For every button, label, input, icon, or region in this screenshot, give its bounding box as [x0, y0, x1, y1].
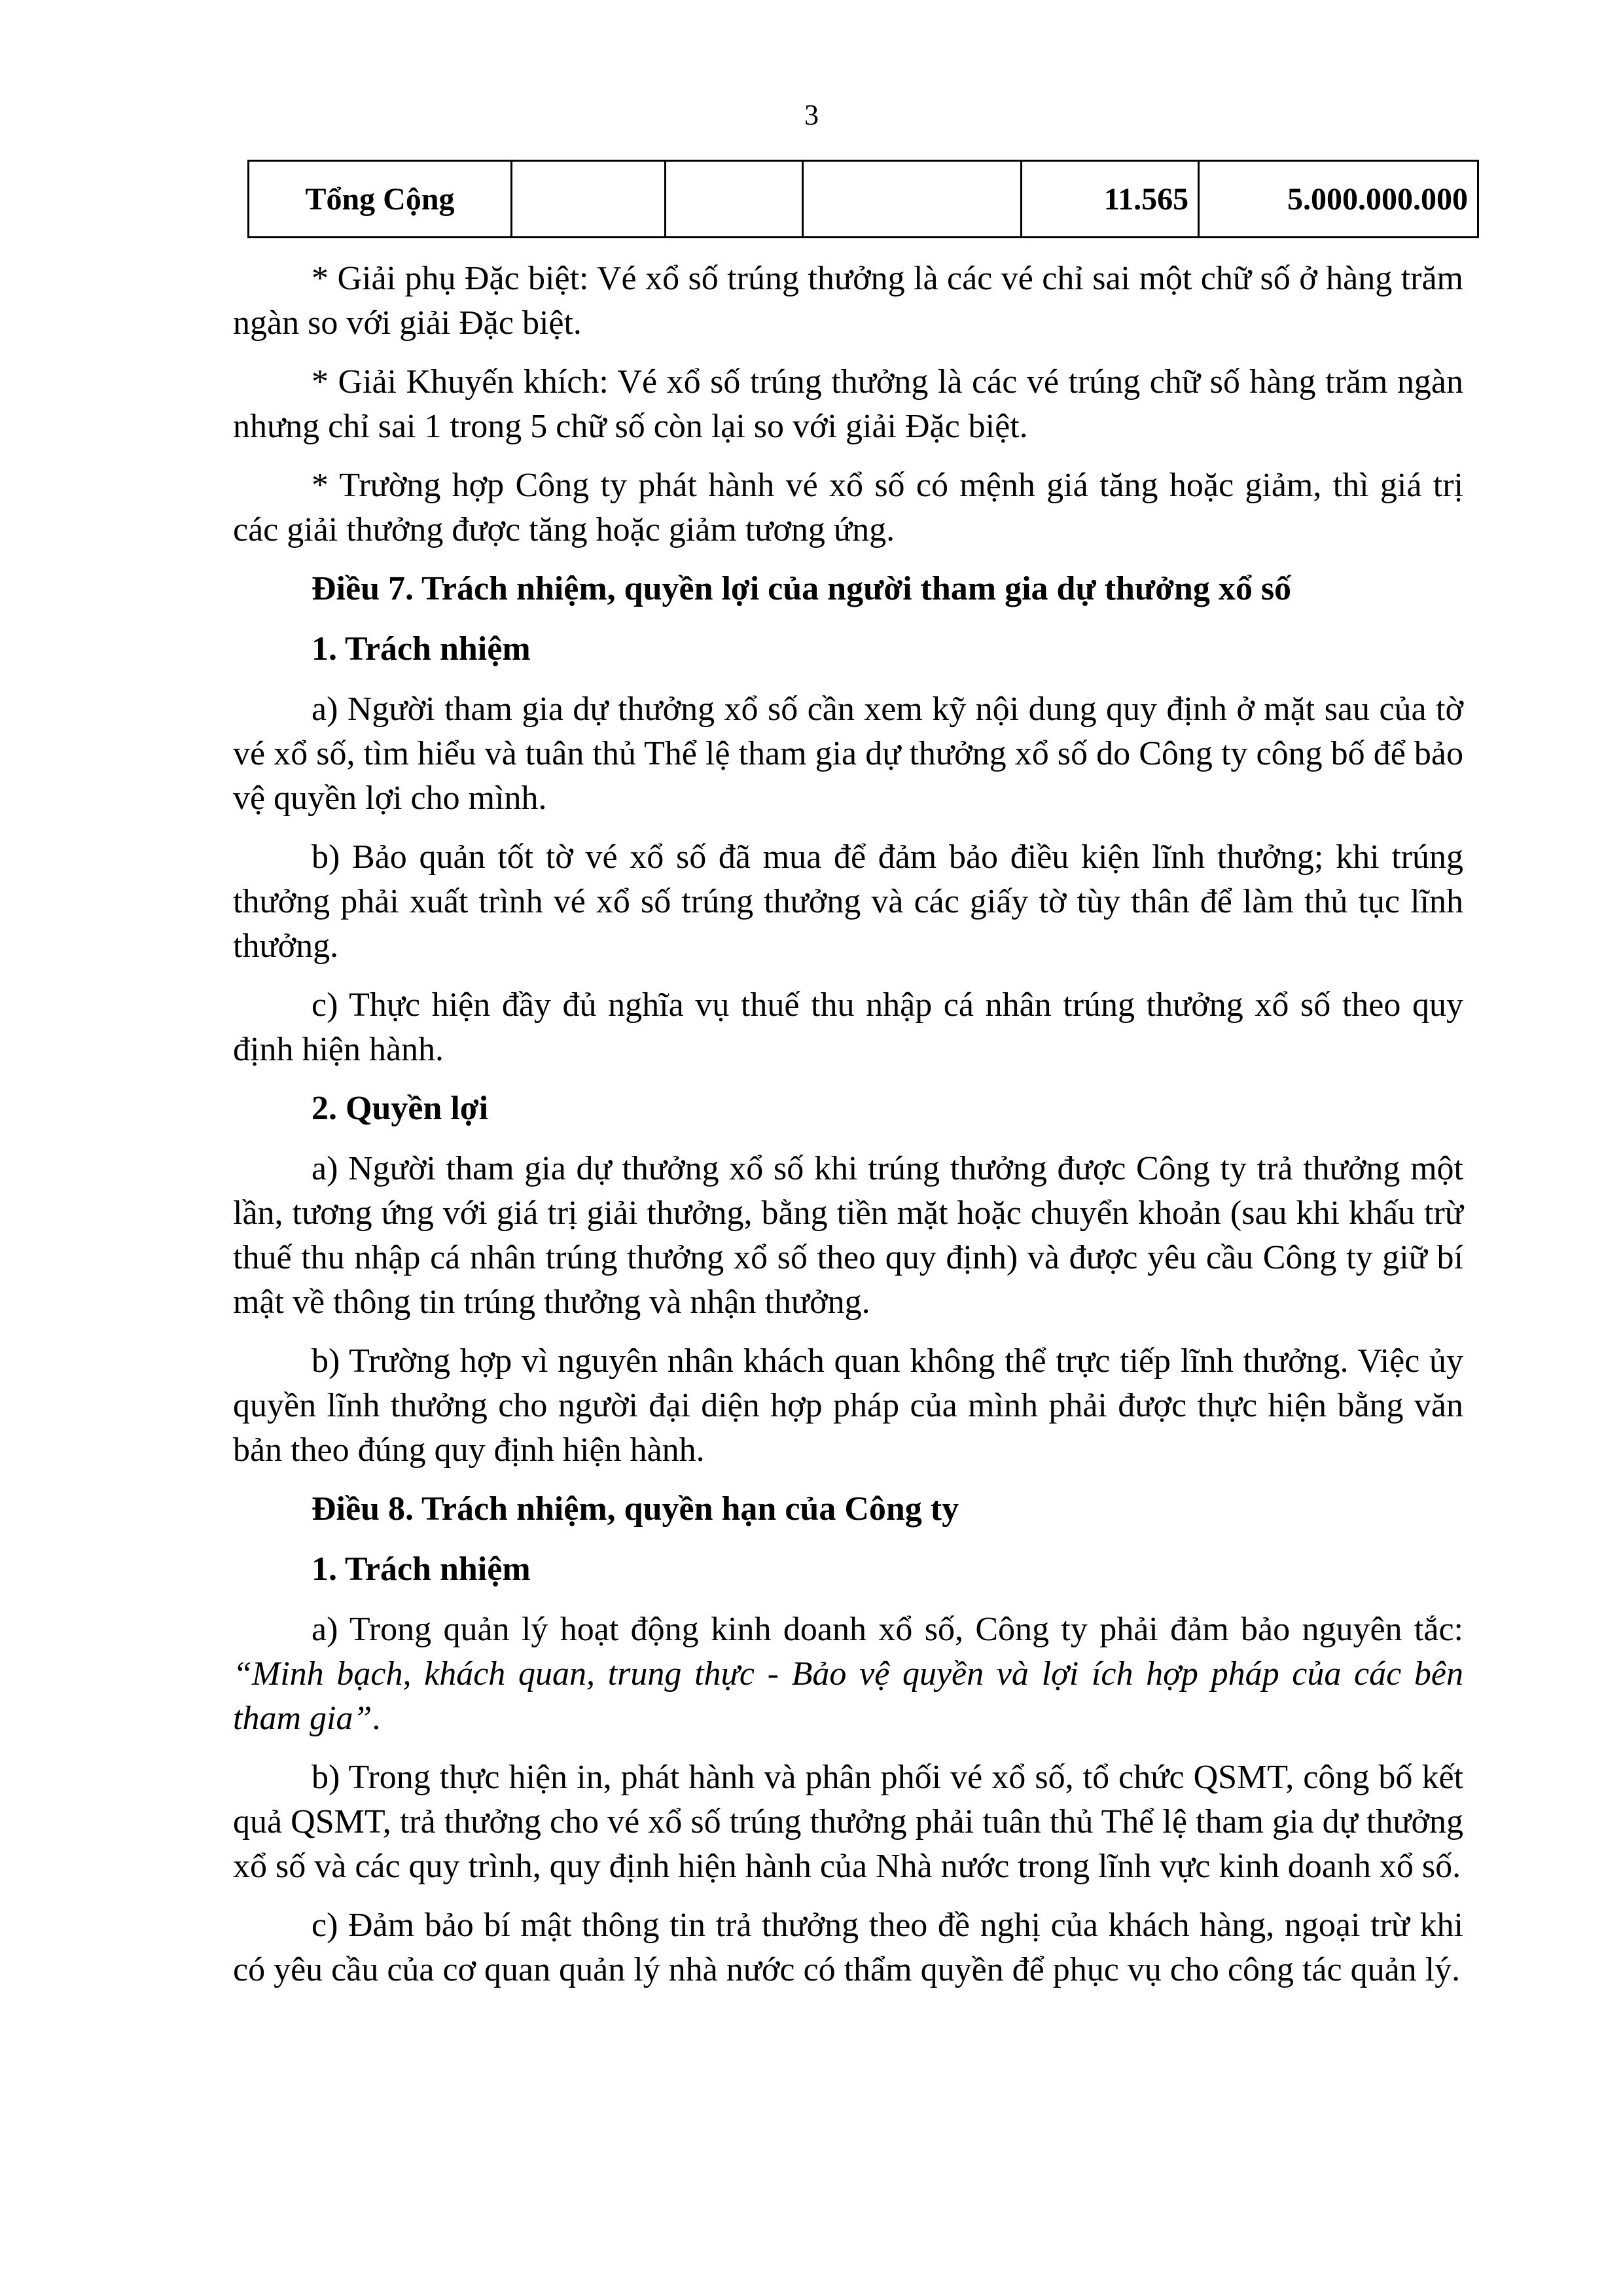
article-8-1a — [233, 1607, 1463, 1741]
prize-total-table — [247, 160, 1479, 238]
table-cell — [512, 161, 666, 238]
note-special-sub-prize: * Giải phụ Đặc biệt: Vé xổ số trúng thưởng là các vé chỉ sai một chữ số ở hàng trăm ngàn so với giải Đặc biệt. — [233, 260, 1463, 342]
article-7-section-2-title: 2. Quyền lợi — [312, 1090, 489, 1127]
article-7-title: Điều 7. Trách nhiệm, quyền lợi của người tham gia dự thưởng xổ số — [312, 570, 1292, 607]
article-7-2a: a) Người tham gia dự thưởng xổ số khi trúng thưởng được Công ty trả thưởng một lần, tương ứng với giá trị giải thưởng, bằng tiền mặt hoặc chuyển khoản (sau khi khấu trừ thuế thu nhập cá nhân trúng thưởng xổ số theo quy định) và được yêu cầu Công ty giữ bí mật về thông tin trúng thưởng và nhận thưởng. — [233, 1150, 1463, 1321]
article-7-1c: c) Thực hiện đầy đủ nghĩa vụ thuế thu nhập cá nhân trúng thưởng xổ số theo quy định hiện hành. — [233, 986, 1463, 1068]
total-quantity-cell: 11.565 — [1021, 161, 1198, 238]
principle-quote: “Minh bạch, khách quan, trung thực - Bảo vệ quyền và lợi ích hợp pháp của các bên tham gia” — [233, 1655, 1463, 1737]
table-row — [249, 161, 1478, 238]
article-8-1a-text: a) Trong quản lý hoạt động kinh doanh xổ số, Công ty phải đảm bảo nguyên tắc: — [312, 1611, 1463, 1648]
article-7-1b: b) Bảo quản tốt tờ vé xổ số đã mua để đảm bảo điều kiện lĩnh thưởng; khi trúng thưởng phải xuất trình vé xổ số trúng thưởng và các giấy tờ tùy thân để làm thủ tục lĩnh thưởng. — [233, 838, 1463, 965]
table-cell — [666, 161, 802, 238]
article-7-1a: a) Người tham gia dự thưởng xổ số cần xem kỹ nội dung quy định ở mặt sau của tờ vé xổ số, tìm hiểu và tuân thủ Thể lệ tham gia dự thưởng xổ số do Công ty công bố để bảo vệ quyền lợi cho mình. — [233, 691, 1463, 817]
note-consolation-prize: * Giải Khuyến khích: Vé xổ số trúng thưởng là các vé trúng chữ số hàng trăm ngàn nhưng chỉ sai 1 trong 5 chữ số còn lại so với giải Đặc biệt. — [233, 363, 1463, 445]
article-8-1b: b) Trong thực hiện in, phát hành và phân phối vé xổ số, tổ chức QSMT, công bố kết quả QSMT, trả thưởng cho vé xổ số trúng thưởng phải tuân thủ Thể lệ tham gia dự thưởng xổ số và các quy trình, quy định hiện hành của Nhà nước trong lĩnh vực kinh doanh xổ số. — [233, 1759, 1463, 1885]
article-8-section-1-title: 1. Trách nhiệm — [312, 1551, 531, 1588]
article-7-section-1-title: 1. Trách nhiệm — [312, 630, 531, 668]
article-7-2b: b) Trường hợp vì nguyên nhân khách quan không thể trực tiếp lĩnh thưởng. Việc ủy quyền lĩnh thưởng cho người đại diện hợp pháp của mình phải được thực hiện bằng văn bản theo đúng quy định hiện hành. — [233, 1342, 1463, 1469]
total-label-cell: Tổng Cộng — [249, 161, 512, 238]
document-body — [233, 257, 1463, 2007]
article-8-1c: c) Đảm bảo bí mật thông tin trả thưởng theo đề nghị của khách hàng, ngoại trừ khi có yêu cầu của cơ quan quản lý nhà nước có thẩm quyền để phục vụ cho công tác quản lý. — [233, 1907, 1463, 1988]
page-number: 3 — [804, 99, 819, 131]
article-8-1a-end: . — [372, 1700, 381, 1737]
note-denomination-change: * Trường hợp Công ty phát hành vé xổ số có mệnh giá tăng hoặc giảm, thì giá trị các giải thưởng được tăng hoặc giảm tương ứng. — [233, 467, 1463, 548]
article-8-title: Điều 8. Trách nhiệm, quyền hạn của Công ty — [312, 1490, 959, 1528]
table-cell — [802, 161, 1021, 238]
total-value-cell: 5.000.000.000 — [1199, 161, 1478, 238]
